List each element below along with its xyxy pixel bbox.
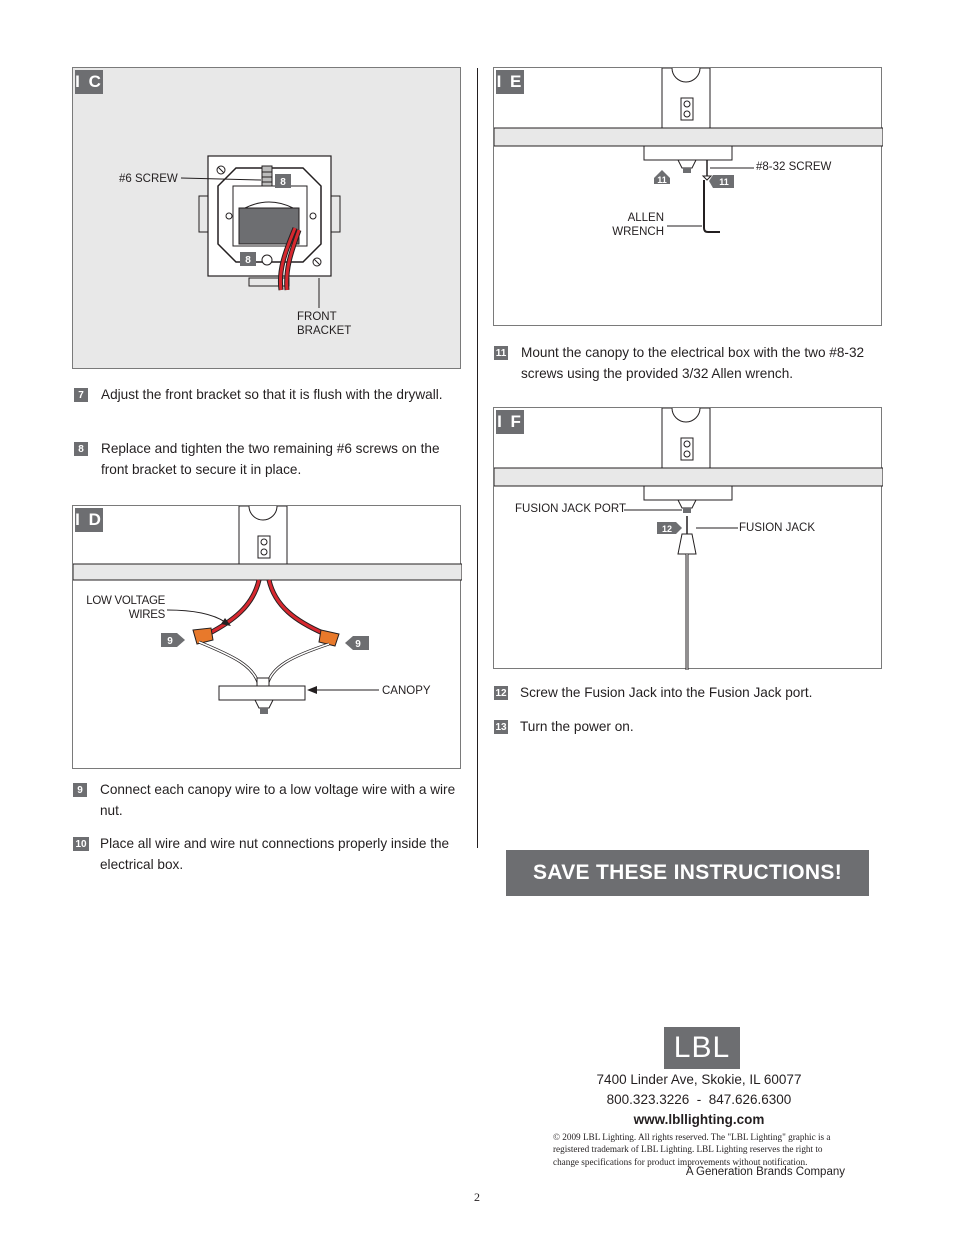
step-text: Replace and tighten the two remaining #6 screws on the front bracket to secure it in place.: [101, 441, 440, 477]
step-number: 13: [495, 721, 507, 733]
step-badge-8: 8: [245, 255, 251, 266]
step-number: 10: [73, 837, 89, 851]
diagram-panel-ie: [493, 67, 882, 326]
step-badge-9: 9: [167, 636, 173, 647]
website-link[interactable]: www.lbllighting.com: [633, 1112, 765, 1127]
canopy-mount-illustration: [494, 68, 883, 327]
electrical-box-illustration: [73, 68, 462, 370]
step-number: 11: [495, 347, 507, 359]
canopy-label: CANOPY: [382, 685, 431, 697]
allen-wrench-label: ALLEN WRENCH: [612, 212, 664, 238]
lbl-logo: LBL: [664, 1027, 740, 1069]
column-divider: [477, 68, 478, 848]
instruction-step: [73, 833, 457, 875]
instruction-step: [73, 779, 457, 821]
instruction-step: [74, 438, 458, 480]
step-number: 12: [495, 687, 507, 699]
step-text: Mount the canopy to the electrical box with the two #8-32 screws using the provided 3/32 Allen wrench.: [521, 345, 865, 381]
instruction-step: [494, 342, 882, 384]
instruction-step: [494, 682, 882, 703]
step-text: Screw the Fusion Jack into the Fusion Jack port.: [520, 685, 813, 700]
step-text: Adjust the front bracket so that it is flush with the drywall.: [101, 387, 443, 402]
step-number: 8: [74, 442, 88, 456]
step-number: 9: [73, 783, 87, 797]
wiring-illustration: [73, 506, 462, 770]
panel-tag: I F: [496, 410, 524, 434]
page-number: 2: [474, 1190, 480, 1204]
step-text: Place all wire and wire nut connections properly inside the electrical box.: [100, 836, 450, 872]
phone-numbers: 800.323.3226 - 847.626.6300: [606, 1092, 792, 1107]
step-badge-8: 8: [280, 177, 286, 188]
address: 7400 Linder Ave, Skokie, IL 60077: [596, 1072, 802, 1087]
diagram-panel-if: [493, 407, 882, 669]
diagram-panel-id: [72, 505, 461, 769]
step-number: 7: [74, 388, 88, 402]
legal-notice: © 2009 LBL Lighting. All rights reserved. The "LBL Lighting" graphic is a registered trademark of LBL Lighting. LBL Lighting reserves the right to change specifications for product improvements without notification.: [553, 1132, 831, 1167]
panel-tag: I D: [75, 508, 103, 532]
fusion-jack-label: FUSION JACK: [739, 522, 816, 534]
screw-label: #8-32 SCREW: [756, 161, 832, 173]
step-text: Turn the power on.: [520, 719, 634, 734]
step-badge-11: 11: [657, 175, 667, 185]
step-badge-11: 11: [719, 177, 729, 187]
screw-label: #6 SCREW: [119, 173, 178, 185]
instruction-step: [494, 716, 882, 737]
panel-tag: I C: [75, 70, 103, 94]
step-text: Connect each canopy wire to a low voltage wire with a wire nut.: [100, 782, 456, 818]
diagram-panel-ic: [72, 67, 461, 369]
step-badge-12: 12: [661, 524, 673, 534]
fusion-jack-illustration: [494, 408, 883, 670]
brand-line: A Generation Brands Company: [685, 1166, 845, 1178]
fusion-jack-port-label: FUSION JACK PORT: [515, 503, 626, 515]
panel-tag: I E: [496, 70, 524, 94]
front-bracket-label: FRONT BRACKET: [297, 311, 352, 337]
save-instructions-banner: SAVE THESE INSTRUCTIONS!: [506, 850, 869, 896]
step-badge-9: 9: [355, 639, 361, 650]
instruction-step: [74, 384, 458, 405]
low-voltage-wires-label: LOW VOLTAGE WIRES: [86, 595, 165, 621]
